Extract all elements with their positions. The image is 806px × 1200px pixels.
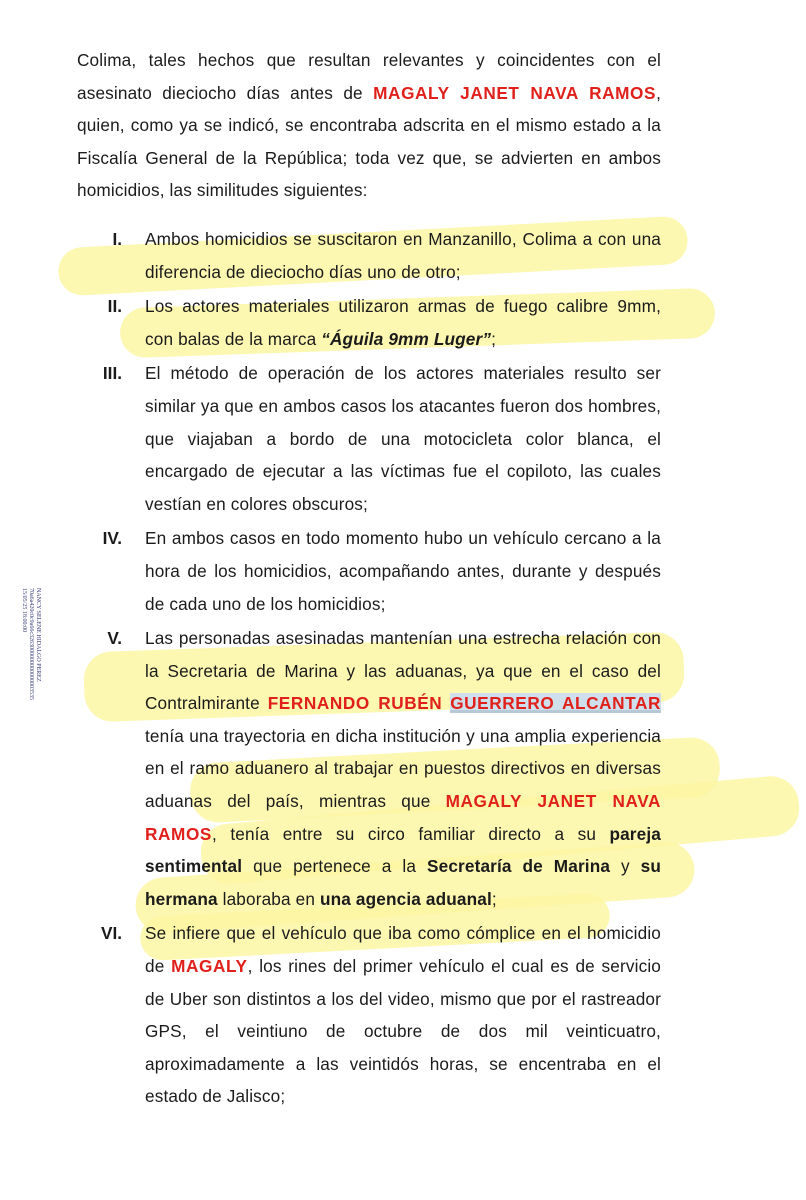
item-number: V. bbox=[107, 628, 122, 649]
electronic-signature-stamp bbox=[20, 588, 41, 700]
item-number: VI. bbox=[100, 923, 122, 944]
item-number: II. bbox=[107, 296, 122, 317]
item-text: Ambos homicidios se suscitaron en Manzanillo, Colima a con una diferencia de dieciocho días uno de otro; bbox=[145, 228, 661, 282]
list-item bbox=[77, 622, 661, 915]
intro-paragraph: Colima, tales hechos que resultan relevantes y coincidentes con el asesinato dieciocho días antes de MAGALY JANET NAVA RAMOS, quien, como ya se indicó, se encontraba adscrita en el mismo estado a la Fiscalía General de la República; toda vez que, se advierten en ambos homicidios, las similitudes siguientes: bbox=[77, 50, 662, 201]
item-text: Las personadas asesinadas mantenían una estrecha relación con la Secretaria de Marina y las aduanas, ya que en el caso del Contralmirante FERNANDO RUBÉN GUERRERO ALCANTAR tenía una trayectoria en dicha institución y una amplia experiencia en el ramo aduanero al trabajar en puestos directivos en diversas aduanas del país, mientras que MAGALY JANET NAVA RAMOS, tenía entre su circo familiar directo a su pareja sentimental que pertenece a la Secretaría de Marina y su hermana laboraba en una agencia aduanal; bbox=[145, 628, 661, 909]
item-number: III. bbox=[102, 363, 122, 384]
list-item bbox=[77, 917, 661, 1113]
victim-name: GUERRERO ALCANTAR bbox=[450, 693, 661, 714]
item-text: Se infiere que el vehículo que iba como cómplice en el homicidio de MAGALY, los rines del primer vehículo el cual es de servicio de Uber son distintos a los del video, mismo que por el rastreador GPS, el veintiuno de octubre de dos mil veinticuatro, aproximadamente a las veintidós horas, se encentraba en el estado de Jalisco; bbox=[145, 923, 661, 1107]
item-text: Los actores materiales utilizaron armas de fuego calibre 9mm, con balas de la marca “Águila 9mm Luger”; bbox=[145, 296, 661, 349]
item-text: El método de operación de los actores materiales resulto ser similar ya que en ambos casos los atacantes fueron dos hombres, que viajaban a bordo de una motocicleta color blanca, el encargado de ejecutar a las víctimas fue el copiloto, las cuales vestían en colores obscuros; bbox=[145, 363, 661, 514]
item-number: IV. bbox=[102, 528, 122, 549]
document-body bbox=[77, 44, 661, 1113]
similarities-list bbox=[77, 223, 661, 1113]
list-item bbox=[77, 223, 661, 288]
victim-name: MAGALY JANET NAVA RAMOS bbox=[373, 82, 657, 103]
victim-name: MAGALY bbox=[171, 956, 248, 977]
stamp-line: NANCY SELENE HIDALGO PEREZ bbox=[35, 588, 41, 682]
ammunition-brand: “Águila 9mm Luger” bbox=[321, 328, 492, 349]
stamp-line: 15/05/25 18:00:00 bbox=[21, 588, 27, 633]
list-item bbox=[77, 357, 661, 520]
stamp-line: 70a6a420c0c9a66c3263000000000000003535 bbox=[28, 588, 34, 700]
victim-name: FERNANDO RUBÉN bbox=[267, 693, 443, 714]
item-text: En ambos casos en todo momento hubo un vehículo cercano a la hora de los homicidios, acompañando antes, durante y después de cada uno de los homicidios; bbox=[145, 528, 661, 614]
item-number: I. bbox=[112, 228, 122, 249]
list-item bbox=[77, 522, 661, 620]
list-item bbox=[77, 290, 661, 355]
victim-name: MAGALY JANET NAVA RAMOS bbox=[145, 791, 661, 844]
